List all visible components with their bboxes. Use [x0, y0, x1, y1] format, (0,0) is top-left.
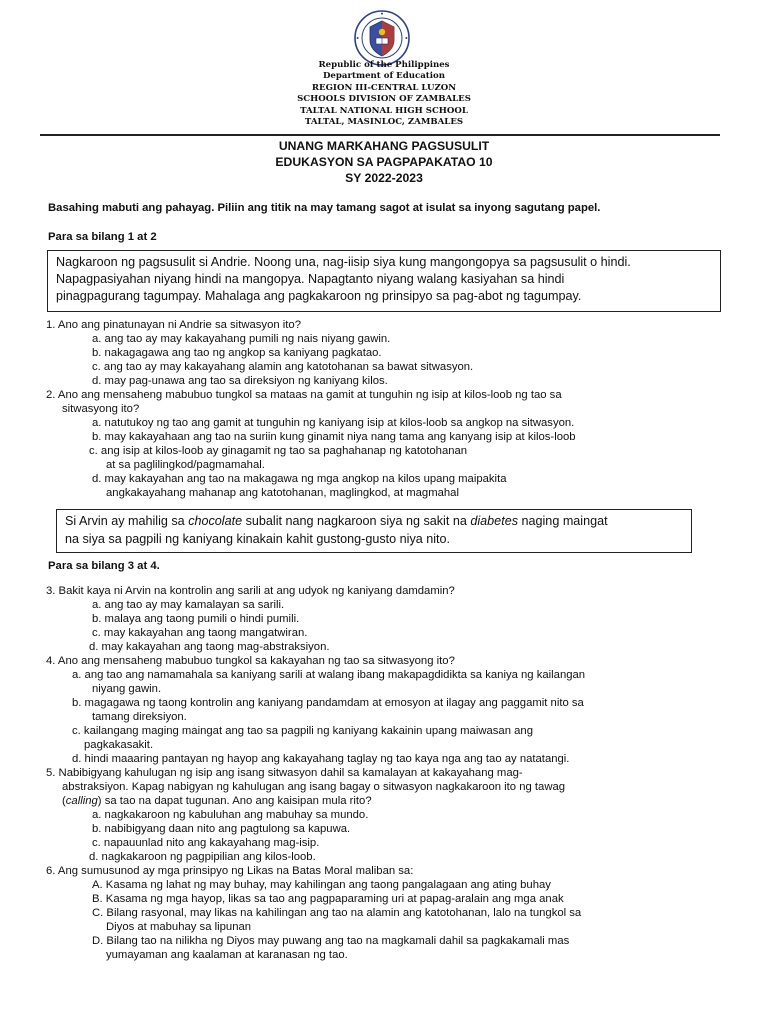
question-2-choice-c-line-1: c. ang isip at kilos-loob ay ginagamit ng tao sa paghahanap ng katotohanan: [89, 445, 468, 457]
question-6-choice-d-line-1: D. Bilang tao na nilikha ng Diyos may puwang ang tao na magkamali dahil sa pagkakamali mas: [92, 935, 570, 947]
question-3-choice-b: b. malaya ang taong pumili o hindi pumili.: [92, 613, 300, 625]
passage-arvin-line-2: na siya sa pagpili ng kaniyang kinakain kahit gustong-gusto niya nito.: [65, 532, 451, 546]
question-6-choice-c-line-1: C. Bilang rasyonal, may likas na kahilingan ang tao na alamin ang katotohanan, lalo na tungkol sa: [92, 907, 582, 919]
exam-title: UNANG MARKAHANG PAGSUSULIT: [278, 139, 490, 153]
question-2-choice-b: b. may kakayahaan ang tao na suriin kung ginamit niya nang tama ang kanyang isip at kilos-loob: [92, 431, 576, 443]
section-1-label: Para sa bilang 1 at 2: [48, 231, 157, 243]
question-6-choice-c-line-2: Diyos at mabuhay sa lipunan: [106, 921, 252, 933]
question-5-choice-b: b. nabibigyang daan nito ang pagtulong sa kapuwa.: [92, 823, 351, 835]
question-2-choice-c-line-2: at sa paglilingkod/pagmamahal.: [106, 459, 265, 471]
passage-arvin-diabetes: diabetes: [470, 514, 518, 528]
question-4-choice-a-line-1: a. ang tao ang namamahala sa kaniyang sarili at walang ibang makapagdidikta sa kaniya ng kailangan: [72, 669, 586, 681]
passage-andrie-line-2: Napagpasiyahan niyang hindi na mangopya. Napagtanto niyang walang kasiyahan sa hindi: [56, 272, 565, 286]
question-1-choice-a: a. ang tao ay may kakayahang pumili ng nais niyang gawin.: [92, 333, 391, 345]
question-5-choice-a: a. nagkakaroon ng kabuluhan ang mabuhay sa mundo.: [92, 809, 369, 821]
question-5-stem-line-3: [62, 794, 372, 808]
deped-seal-icon: [354, 10, 410, 66]
question-5-calling: calling: [65, 795, 98, 807]
passage-arvin-chocolate: chocolate: [188, 514, 243, 528]
question-1-stem: 1. Ano ang pinatunayan ni Andrie sa sitwasyon ito?: [46, 319, 301, 331]
question-5-paren-open: (: [62, 795, 66, 807]
header-department: Department of Education: [322, 71, 445, 81]
header-republic: Republic of the Philippines: [318, 60, 450, 70]
question-2-choice-d-line-1: d. may kakayahan ang tao na makagawa ng mga angkop na kilos upang maipakita: [92, 473, 507, 485]
question-6-choice-d-line-2: yumayaman ang kaalaman at karanasan ng tao.: [106, 949, 348, 961]
header-division: SCHOOLS DIVISION OF ZAMBALES: [297, 94, 471, 104]
question-2-stem-line-2: sitwasyong ito?: [62, 403, 140, 415]
question-3-stem: 3. Bakit kaya ni Arvin na kontrolin ang sarili at ang udyok ng kaniyang damdamin?: [46, 585, 455, 597]
passage-arvin-text-3: naging maingat: [518, 514, 608, 528]
question-2-stem-line-1: 2. Ano ang mensaheng mabubuo tungkol sa mataas na gamit at tunguhin ng isip at kilos-loob ng tao sa: [46, 389, 562, 401]
question-6-stem: 6. Ang sumusunod ay mga prinsipyo ng Likas na Batas Moral maliban sa:: [46, 865, 414, 877]
passage-arvin-text-2: subalit nang nagkaroon siya ng sakit na: [242, 514, 471, 528]
question-4-choice-b-line-1: b. magagawa ng taong kontrolin ang kaniyang pandamdam at emosyon at ilagay ang paggamit nito sa: [72, 697, 584, 709]
question-5-stem-tail: ) sa tao na dapat tugunan. Ano ang kaisipan mula rito?: [97, 795, 372, 807]
question-6-choice-b: B. Kasama ng mga hayop, likas sa tao ang pagpaparaming uri at papag-aralain ang mga anak: [92, 893, 564, 905]
question-1-choice-c: c. ang tao ay may kakayahang alamin ang katotohanan sa bawat sitwasyon.: [92, 361, 474, 373]
question-5-stem-line-1: 5. Nabibigyang kahulugan ng isip ang isang sitwasyon dahil sa kamalayan at kakayahang mag-: [46, 767, 523, 779]
exam-school-year: SY 2022-2023: [345, 171, 423, 185]
question-1-choice-b: b. nakagagawa ang tao ng angkop sa kaniyang pagkatao.: [92, 347, 382, 359]
question-5-choice-c: c. napauunlad nito ang kakayahang mag-isip.: [92, 837, 320, 849]
question-5-choice-d: d. nagkakaroon ng pagpipilian ang kilos-loob.: [89, 851, 316, 863]
passage-arvin-line-1: [65, 513, 608, 531]
passage-arvin-text-1: Si Arvin ay mahilig sa: [65, 514, 189, 528]
instructions: Basahing mabuti ang pahayag. Piliin ang titik na may tamang sagot at isulat sa inyong sagutang papel.: [48, 202, 601, 214]
question-3-choice-d: d. may kakayahan ang taong mag-abstraksiyon.: [89, 641, 330, 653]
question-2-choice-a: a. natutukoy ng tao ang gamit at tunguhin ng kaniyang isip at kilos-loob sa angkop na sitwasyon.: [92, 417, 575, 429]
section-2-label: Para sa bilang 3 at 4.: [48, 560, 160, 572]
question-4-choice-d: d. hindi maaaring pantayan ng hayop ang kakayahang taglay ng tao kaya nga ang tao ay natatangi.: [72, 753, 570, 765]
question-4-choice-b-line-2: tamang direksiyon.: [92, 711, 187, 723]
exam-subject: EDUKASYON SA PAGPAPAKATAO 10: [275, 155, 493, 169]
header-school: TALTAL NATIONAL HIGH SCHOOL: [300, 106, 468, 116]
passage-andrie-line-3: pinagpagurang tagumpay. Mahalaga ang pagkakaroon ng prinsipyo sa pag-abot ng tagumpay.: [56, 289, 582, 303]
question-6-choice-a: A. Kasama ng lahat ng may buhay, may kahilingan ang taong pangalagaan ang ating buhay: [92, 879, 551, 891]
question-1-choice-d: d. may pag-unawa ang tao sa direksiyon ng kaniyang kilos.: [92, 375, 388, 387]
question-3-choice-a: a. ang tao ay may kamalayan sa sarili.: [92, 599, 285, 611]
question-3-choice-c: c. may kakayahan ang taong mangatwiran.: [92, 627, 308, 639]
question-4-choice-c-line-2: pagkakasakit.: [84, 739, 154, 751]
question-5-stem-line-2: abstraksiyon. Kapag nabigyan ng kahulugan ang isang bagay o sitwasyon nagkakaroon ito ng tawag: [62, 781, 566, 793]
passage-andrie-line-1: Nagkaroon ng pagsusulit si Andrie. Noong una, nag-iisip siya kung mangongopya sa pagsusulit o hindi.: [56, 255, 631, 269]
question-4-choice-a-line-2: niyang gawin.: [92, 683, 162, 695]
header-address: TALTAL, MASINLOC, ZAMBALES: [304, 117, 464, 127]
header-region: REGION III-CENTRAL LUZON: [311, 83, 457, 93]
question-4-choice-c-line-1: c. kailangang maging maingat ang tao sa pagpili ng kaniyang kakainin upang maiwasan ang: [72, 725, 533, 737]
question-2-choice-d-line-2: angkakayahang mahanap ang katotohanan, maglingkod, at magmahal: [106, 487, 459, 499]
question-4-stem: 4. Ano ang mensaheng mabubuo tungkol sa kakayahan ng tao sa sitwasyong ito?: [46, 655, 455, 667]
header-divider: [40, 134, 720, 136]
